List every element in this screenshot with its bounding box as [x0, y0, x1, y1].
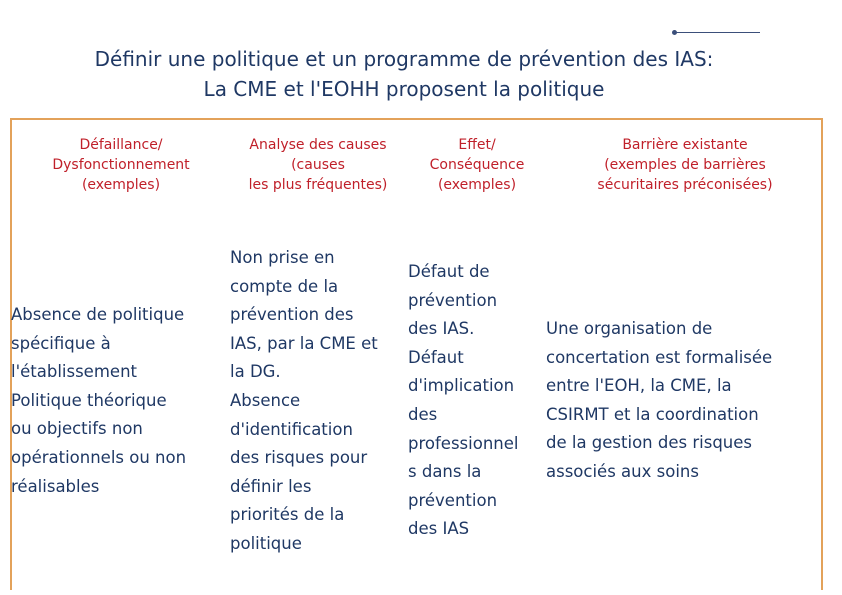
cell-line: associés aux soins [546, 461, 699, 481]
cell-line: prévention des [230, 305, 354, 325]
cell-line: Non prise en [230, 248, 335, 267]
cell-line: s dans la [408, 462, 482, 482]
cell-line: des [408, 404, 438, 424]
page-title [0, 44, 808, 104]
cell-line: d'implication [408, 376, 515, 396]
cell-line: concertation est formalisée [546, 347, 773, 367]
cell-line: des IAS [408, 519, 470, 539]
decorative-line [676, 32, 760, 33]
header-line: Analyse des causes [249, 137, 387, 153]
cell-effet [408, 258, 518, 544]
cell-line: professionnel [408, 433, 519, 453]
header-line: (exemples) [437, 177, 517, 193]
cell-line: IAS, par la CME et [230, 333, 378, 353]
header-line: Défaillance/ [79, 137, 163, 153]
header-line: Barrière existante [622, 137, 748, 153]
cell-line: Une organisation de [546, 319, 713, 338]
cell-line: Politique théorique [11, 390, 167, 410]
cell-line: CSIRMT et la coordination [546, 404, 759, 424]
header-barriere [572, 135, 798, 195]
cell-line: entre l'EOH, la CME, la [546, 376, 732, 396]
cell-line: réalisables [11, 476, 100, 496]
header-line: Dysfonctionnement [52, 157, 190, 173]
cell-line: prévention [408, 490, 498, 510]
header-line: (exemples de barrières [604, 157, 766, 173]
cell-line: Absence de politique [11, 305, 185, 324]
header-line: Effet/ [458, 137, 496, 153]
header-line: les plus fréquentes) [248, 177, 388, 193]
header-line: sécuritaires préconisées) [597, 177, 773, 193]
cell-line: l'établissement [11, 362, 137, 382]
cell-line: prévention [408, 290, 498, 310]
title-line-1: Définir une politique et un programme de prévention des IAS: [94, 47, 714, 71]
header-line: (causes [291, 157, 345, 173]
cell-line: des risques pour [230, 448, 368, 468]
cell-line: priorités de la [230, 505, 345, 525]
cell-line: définir les [230, 476, 312, 496]
cell-line: Absence [230, 390, 301, 410]
cell-line: opérationnels ou non [11, 447, 187, 467]
cell-line: d'identification [230, 419, 353, 439]
header-analyse [228, 135, 408, 195]
cell-barriere [546, 315, 772, 487]
cell-line: Défaut [408, 347, 464, 367]
header-defaillance [26, 135, 216, 195]
cell-line: compte de la [230, 276, 339, 296]
cell-line: politique [230, 533, 302, 553]
title-line-2: La CME et l'EOHH proposent la politique [203, 77, 605, 101]
cell-line: Défaut de [408, 262, 490, 281]
cell-analyse [230, 244, 378, 559]
header-effet [410, 135, 544, 195]
cell-defaillance [11, 301, 186, 501]
cell-line: de la gestion des risques [546, 433, 752, 453]
header-line: Conséquence [429, 157, 525, 173]
cell-line: spécifique à [11, 333, 111, 353]
cell-line: ou objectifs non [11, 419, 143, 439]
cell-line: des IAS. [408, 319, 475, 339]
cell-line: la DG. [230, 362, 281, 382]
header-line: (exemples) [81, 177, 161, 193]
